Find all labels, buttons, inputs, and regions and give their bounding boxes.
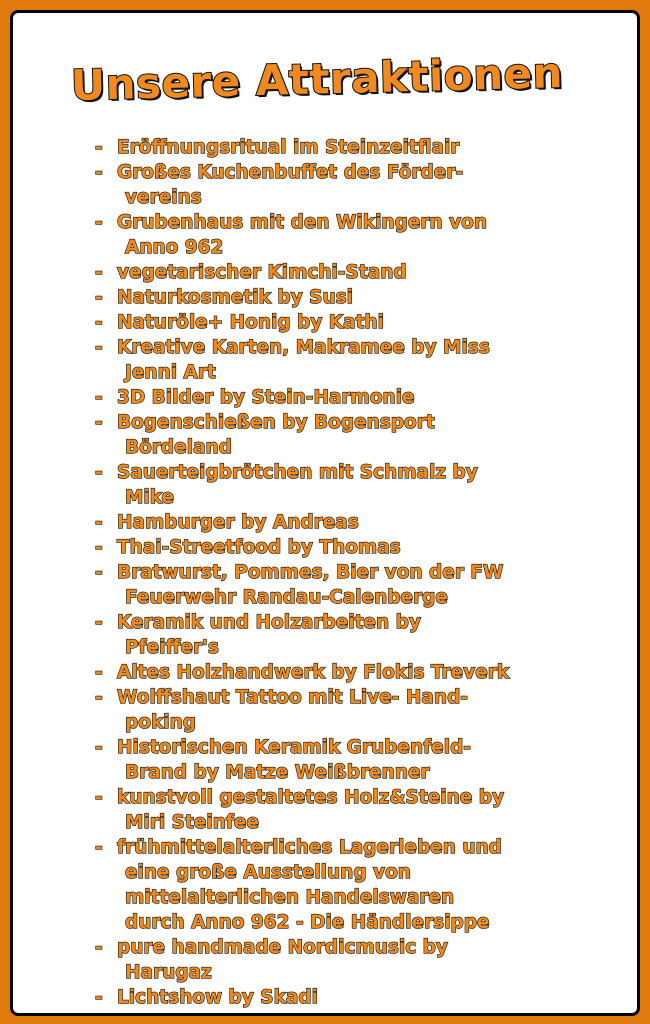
list-item-text <box>117 460 478 510</box>
list-item <box>95 310 615 335</box>
list-item-line: vereins <box>125 187 202 208</box>
list-item-text <box>117 660 509 685</box>
list-item-line: Thai-Streetfood by Thomas <box>117 537 401 558</box>
list-item <box>95 785 615 835</box>
list-bullet-dash: - <box>95 337 103 358</box>
list-bullet-dash: - <box>95 462 103 483</box>
list-item-line: eine große Ausstellung von <box>125 862 411 883</box>
list-item-text <box>117 985 318 1010</box>
list-item-line: kunstvoll gestaltetes Holz&Steine by <box>117 787 505 808</box>
list-bullet-dash: - <box>95 662 103 683</box>
list-item-line: Kreative Karten, Makramee by Miss <box>117 337 490 358</box>
list-item-line: Naturkosmetik by Susi <box>117 287 353 308</box>
list-item <box>95 335 615 385</box>
list-item <box>95 510 615 535</box>
list-item <box>95 735 615 785</box>
attraction-list <box>95 135 615 1010</box>
list-item-text <box>117 610 421 660</box>
list-item-line: Großes Kuchenbuffet des Förder- <box>117 162 464 183</box>
list-item <box>95 935 615 985</box>
list-item-line: Altes Holzhandwerk by Flokis Treverk <box>117 662 510 683</box>
list-item <box>95 135 615 160</box>
list-item-line: 3D Bilder by Stein-Harmonie <box>117 387 415 408</box>
list-item-line: Bördeland <box>125 437 232 458</box>
list-item-line: Pfeiffer's <box>125 637 219 658</box>
list-item-text <box>117 335 490 385</box>
list-item <box>95 610 615 660</box>
list-bullet-dash: - <box>95 612 103 633</box>
list-item <box>95 160 615 210</box>
list-item-line: Eröffnungsritual im Steinzeitflair <box>117 137 460 158</box>
list-item <box>95 685 615 735</box>
list-item <box>95 385 615 410</box>
list-bullet-dash: - <box>95 737 103 758</box>
list-item-line: Jenni Art <box>125 362 216 383</box>
list-item-text <box>117 785 504 835</box>
list-item-text <box>117 685 468 735</box>
list-item-line: Naturöle+ Honig by Kathi <box>117 312 384 333</box>
list-item <box>95 460 615 510</box>
list-bullet-dash: - <box>95 262 103 283</box>
list-item-line: Keramik und Holzarbeiten by <box>117 612 421 633</box>
page-title: Unsere Attraktionen <box>70 48 564 110</box>
list-bullet-dash: - <box>95 537 103 558</box>
list-bullet-dash: - <box>95 212 103 233</box>
list-bullet-dash: - <box>95 937 103 958</box>
list-bullet-dash: - <box>95 512 103 533</box>
list-item-line: Harugaz <box>125 962 212 983</box>
list-item-line: frühmittelalterliches Lagerleben und <box>117 837 502 858</box>
list-item-line: Bratwurst, Pommes, Bier von der FW <box>117 562 504 583</box>
poster-card <box>10 10 640 1016</box>
list-item <box>95 210 615 260</box>
list-item-line: Feuerwehr Randau-Calenberge <box>125 587 448 608</box>
list-item-line: pure handmade Nordicmusic by <box>117 937 448 958</box>
list-item-text <box>117 160 463 210</box>
list-item <box>95 535 615 560</box>
list-bullet-dash: - <box>95 687 103 708</box>
list-item-text <box>117 410 435 460</box>
list-item-text <box>117 535 401 560</box>
list-bullet-dash: - <box>95 562 103 583</box>
list-item-line: mittelalterlichen Handelswaren <box>125 887 455 908</box>
list-item-line: Grubenhaus mit den Wikingern von <box>117 212 488 233</box>
list-bullet-dash: - <box>95 287 103 308</box>
list-item-text <box>117 835 502 935</box>
list-bullet-dash: - <box>95 137 103 158</box>
list-bullet-dash: - <box>95 787 103 808</box>
list-bullet-dash: - <box>95 312 103 333</box>
list-bullet-dash: - <box>95 412 103 433</box>
list-item-text <box>117 210 487 260</box>
list-item-text <box>117 260 407 285</box>
list-bullet-dash: - <box>95 387 103 408</box>
list-item-text <box>117 735 471 785</box>
list-item-text <box>117 285 353 310</box>
list-item <box>95 410 615 460</box>
list-item-text <box>117 560 503 610</box>
list-item-line: Historischen Keramik Grubenfeld- <box>117 737 471 758</box>
list-item-text <box>117 135 459 160</box>
list-item-text <box>117 510 359 535</box>
list-item-text <box>117 385 415 410</box>
list-item-line: Hamburger by Andreas <box>117 512 359 533</box>
list-item <box>95 660 615 685</box>
list-bullet-dash: - <box>95 162 103 183</box>
list-item-line: Anno 962 <box>125 237 224 258</box>
list-item-line: Sauerteigbrötchen mit Schmalz by <box>117 462 478 483</box>
list-item-text <box>117 935 448 985</box>
list-item-line: Brand by Matze Weißbrenner <box>125 762 430 783</box>
list-item-line: Miri Steinfee <box>125 812 260 833</box>
list-item-text <box>117 310 384 335</box>
list-item <box>95 260 615 285</box>
list-bullet-dash: - <box>95 837 103 858</box>
list-item-line: Lichtshow by Skadi <box>117 987 318 1008</box>
list-bullet-dash: - <box>95 987 103 1008</box>
list-item-line: poking <box>125 712 197 733</box>
list-item-line: Bogenschießen by Bogensport <box>117 412 435 433</box>
list-item <box>95 985 615 1010</box>
list-item-line: vegetarischer Kimchi-Stand <box>117 262 407 283</box>
list-item <box>95 285 615 310</box>
list-item <box>95 560 615 610</box>
list-item-line: Wolffshaut Tattoo mit Live- Hand- <box>117 687 468 708</box>
list-item <box>95 835 615 935</box>
list-item-line: Mike <box>125 487 175 508</box>
list-item-line: durch Anno 962 - Die Händlersippe <box>125 912 490 933</box>
